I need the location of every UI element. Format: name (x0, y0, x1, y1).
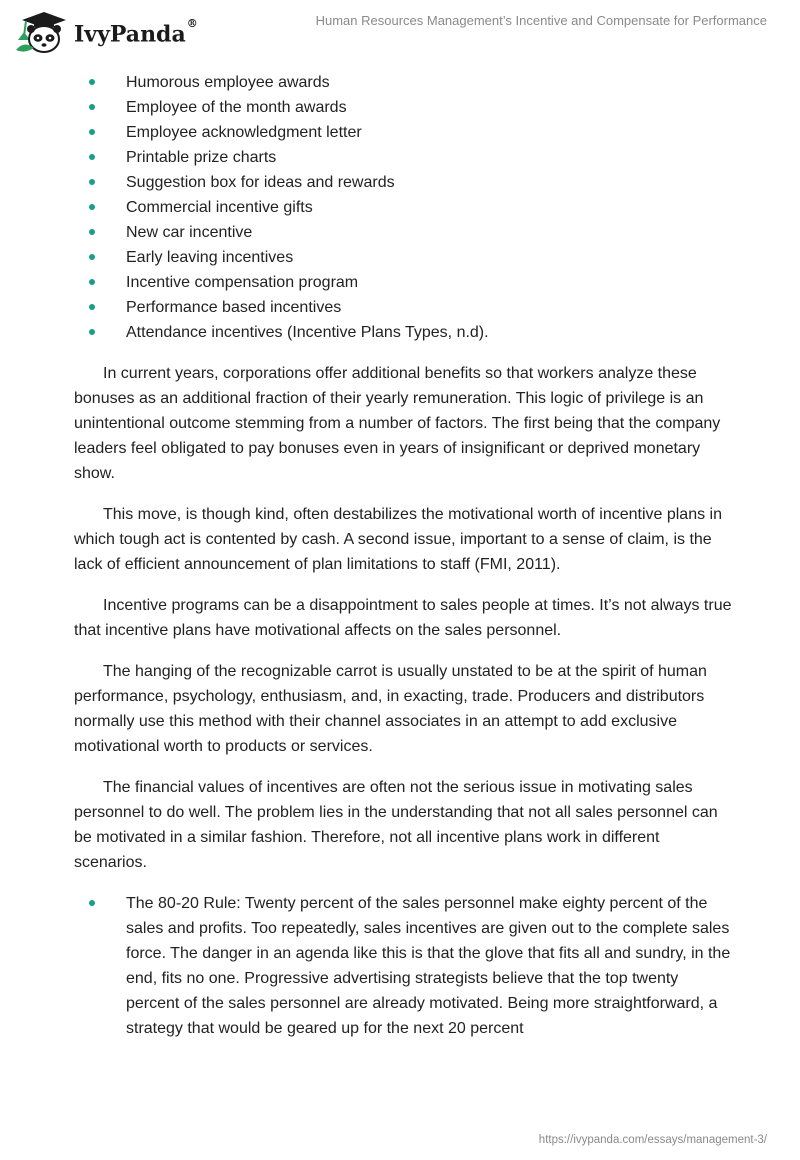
list-item: New car incentive (74, 220, 734, 245)
paragraph: The hanging of the recognizable carrot is usually unstated to be at the spirit of human performance, psychology, enthusiasm, and, in exacting, trade. Producers and distributors normally use this method with their channel associates in an attempt to add exclusive motivational worth to products or services. (74, 663, 707, 755)
list-item: Incentive compensation program (74, 270, 734, 295)
list-item: Employee acknowledgment letter (74, 120, 734, 145)
list-item: Performance based incentives (74, 295, 734, 320)
teal-dot-icon (89, 179, 95, 185)
document-title: Human Resources Management’s Incentive and Compensate for Performance (315, 13, 767, 28)
teal-dot-icon (89, 329, 95, 335)
teal-dot-icon (89, 204, 95, 210)
ivypanda-logo[interactable] (14, 8, 198, 56)
panda-graduate-icon (14, 10, 66, 54)
paragraph: In current years, corporations offer additional benefits so that workers analyze these bonuses as an additional fraction of their yearly remuneration. This logic of privilege is an unintentional outcome stemming from a number of factors. The first being that the company leaders feel obligated to pay bonuses even in years of insignificant or deprived monetary show. (74, 365, 721, 482)
teal-dot-icon (89, 154, 95, 160)
list-item: Suggestion box for ideas and rewards (74, 170, 734, 195)
teal-dot-icon (89, 254, 95, 260)
list-item: Early leaving incentives (74, 245, 734, 270)
list-item: Employee of the month awards (74, 95, 734, 120)
teal-dot-icon (89, 104, 95, 110)
teal-dot-icon (89, 279, 95, 285)
list-item: Commercial incentive gifts (74, 195, 734, 220)
source-url[interactable]: https://ivypanda.com/essays/management-3/ (538, 1134, 767, 1146)
paragraph: Incentive programs can be a disappointment to sales people at times. It’s not always true that incentive plans have motivational affects on the sales personnel. (74, 597, 732, 639)
teal-dot-icon (89, 129, 95, 135)
teal-dot-icon (89, 304, 95, 310)
teal-dot-icon (89, 229, 95, 235)
brand-name: IvyPanda® (74, 17, 198, 48)
teal-dot-icon (89, 79, 95, 85)
incentive-types-list (74, 70, 734, 345)
rules-list (74, 891, 734, 1041)
paragraph: The financial values of incentives are often not the serious issue in motivating sales personnel to do well. The problem lies in the understanding that not all sales personnel can be motivated in a similar fashion. Therefore, not all incentive plans work in different scenarios. (74, 779, 718, 871)
teal-dot-icon (89, 900, 95, 906)
essay-body (74, 70, 734, 1041)
list-item: The 80-20 Rule: Twenty percent of the sales personnel make eighty percent of the sales and profits. Too repeatedly, sales incentives are given out to the complete sales force. The danger in an agenda like this is that the glove that fits all and sundry, in the end, fits no one. Progressive advertising strategists believe that the top twenty percent of the sales personnel are already motivated. Being more straightforward, a strategy that would be geared up for the next 20 percent (74, 891, 734, 1041)
page-header (0, 0, 800, 60)
list-item: Printable prize charts (74, 145, 734, 170)
paragraph: This move, is though kind, often destabilizes the motivational worth of incentive plans in which tough act is contented by cash. A second issue, important to a sense of claim, is the lack of efficient announcement of plan limitations to staff (FMI, 2011). (74, 506, 722, 573)
list-item: Attendance incentives (Incentive Plans Types, n.d). (74, 320, 734, 345)
list-item: Humorous employee awards (74, 70, 734, 95)
